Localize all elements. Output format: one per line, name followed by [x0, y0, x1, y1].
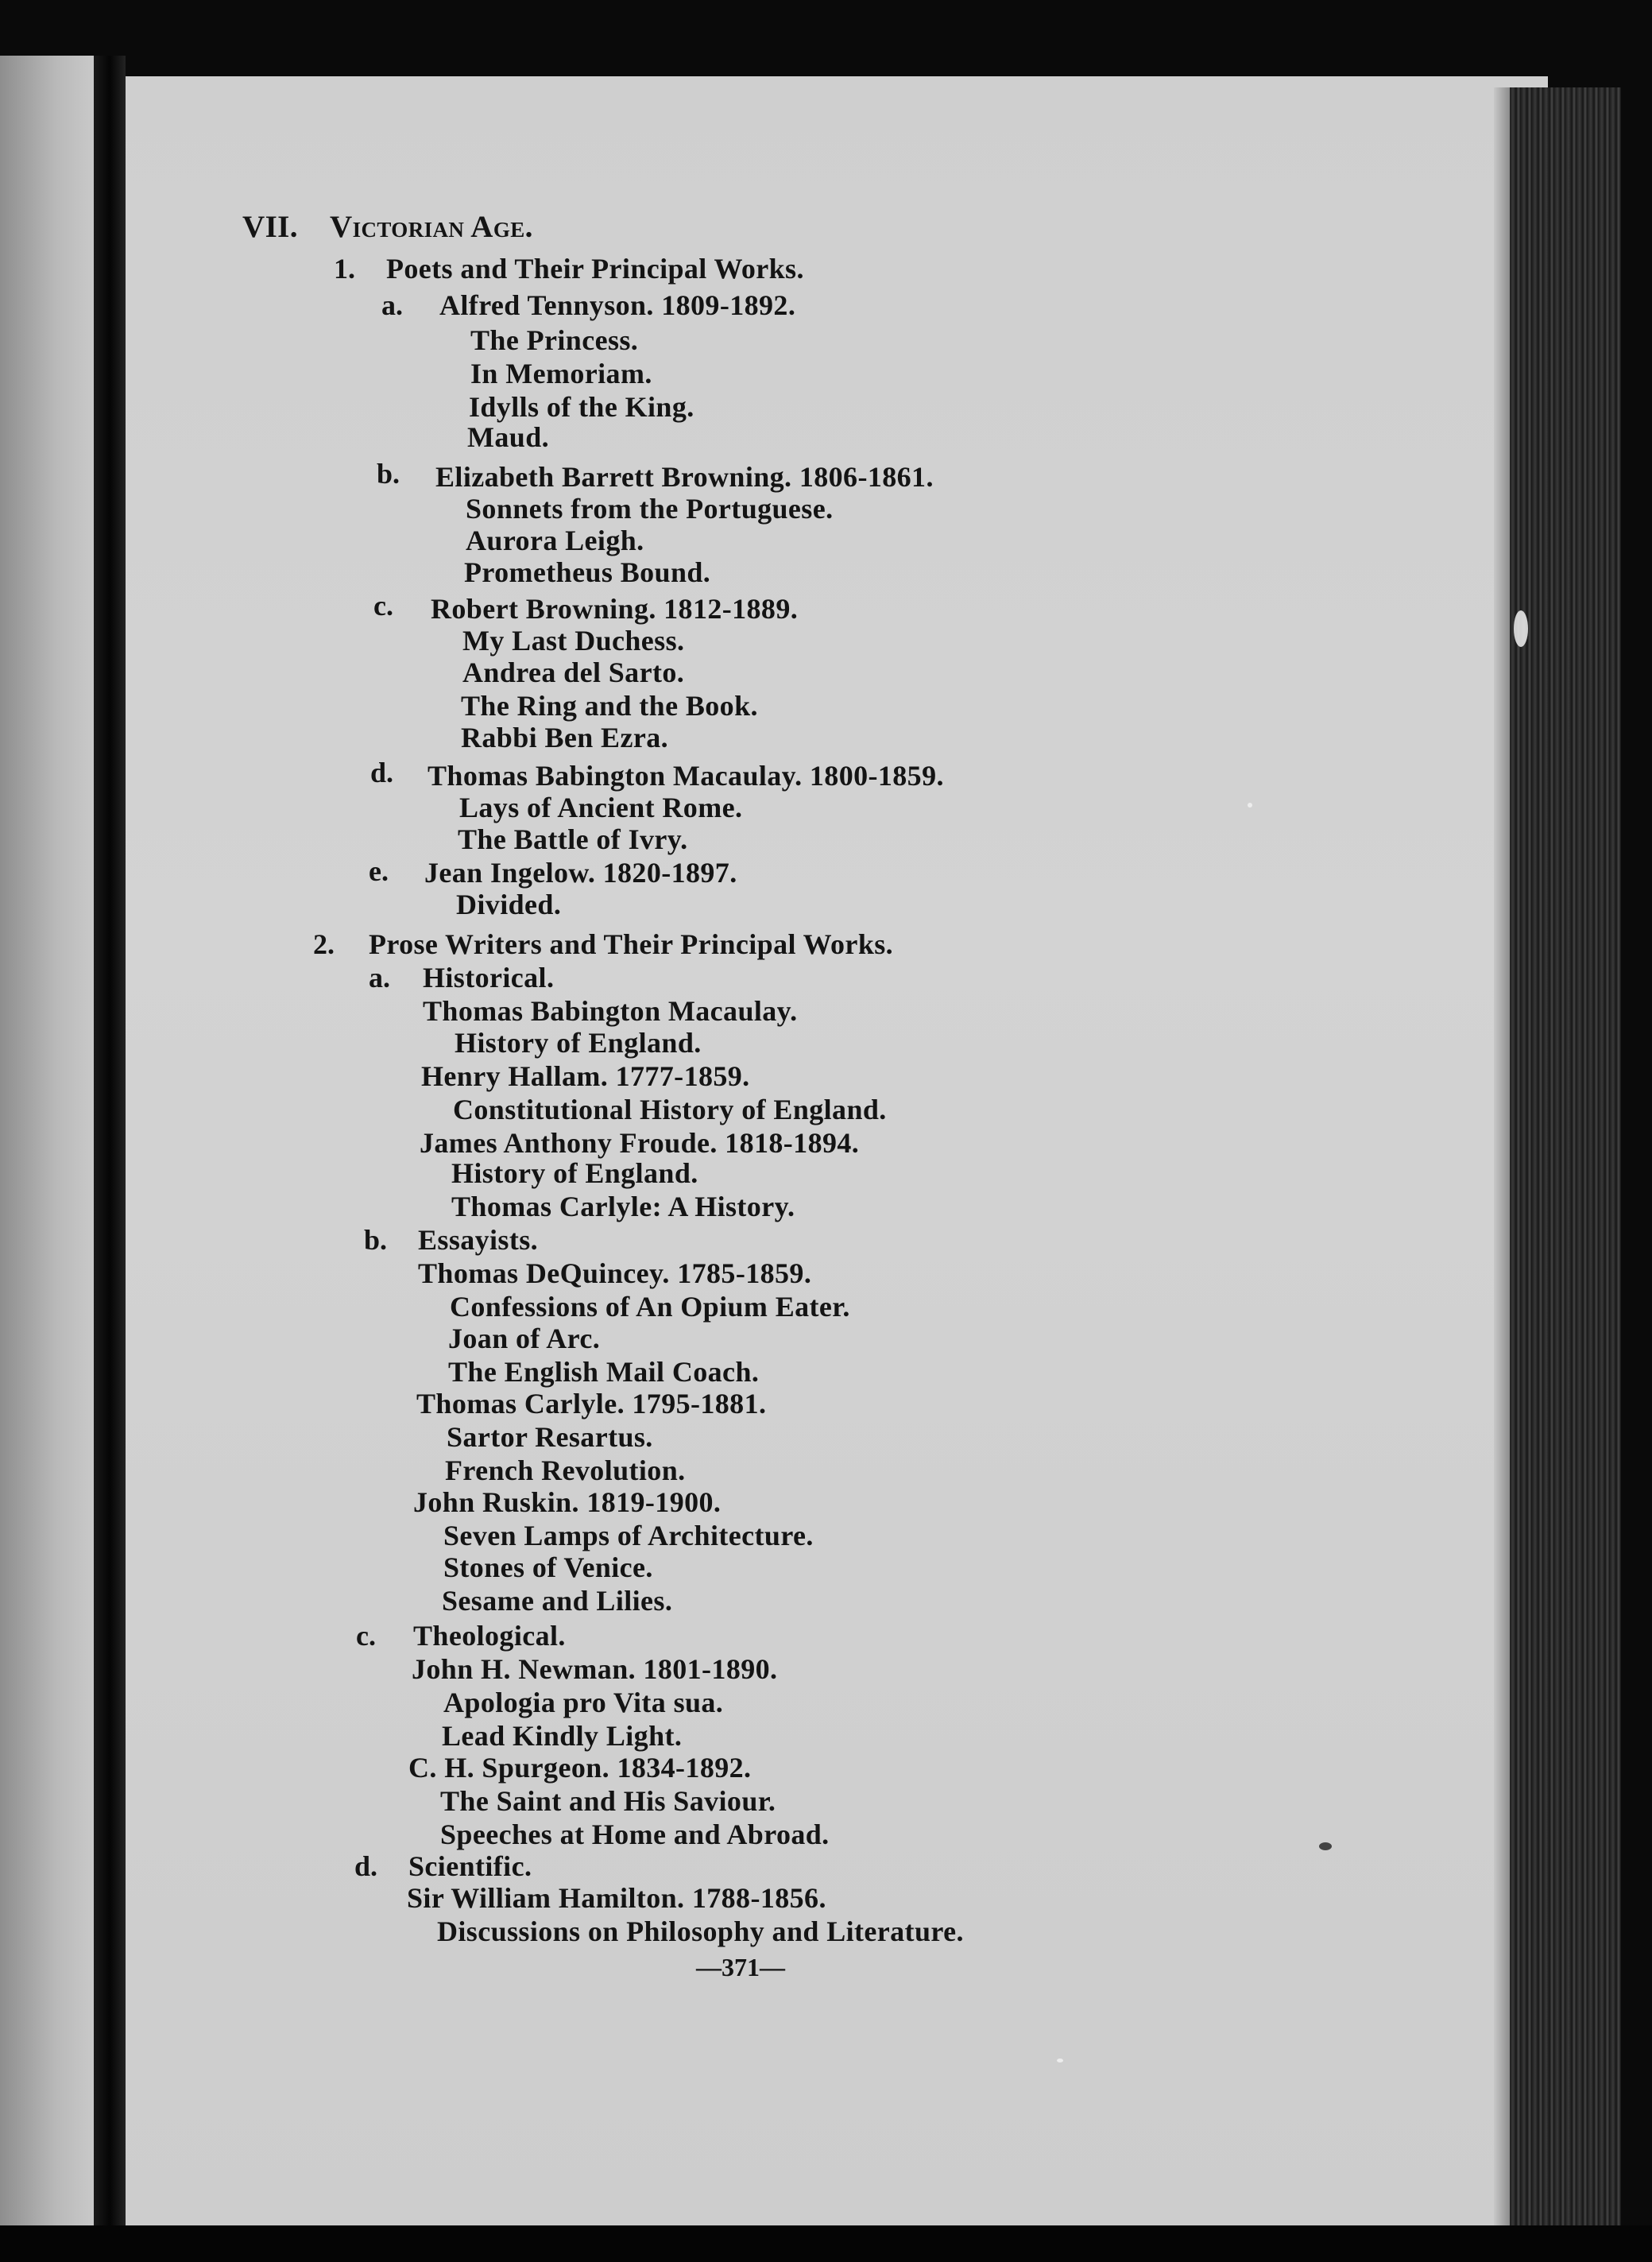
work-title: Divided.	[456, 889, 562, 920]
section-title: Victorian Age.	[330, 210, 533, 244]
entry-line: Seven Lamps of Architecture.	[443, 1520, 814, 1551]
list-marker: c.	[373, 590, 393, 622]
author-line: Robert Browning. 1812-1889.	[431, 593, 799, 625]
author-line: Alfred Tennyson. 1809-1892.	[439, 289, 796, 321]
list-marker: a.	[381, 289, 403, 321]
entry-line: Sesame and Lilies.	[442, 1585, 673, 1617]
work-title: Rabbi Ben Ezra.	[461, 722, 669, 753]
entry-line: Lead Kindly Light.	[442, 1720, 683, 1752]
work-title: Sonnets from the Portuguese.	[466, 493, 834, 525]
entry-line: Sartor Resartus.	[447, 1421, 653, 1453]
entry-line: Thomas DeQuincey. 1785-1859.	[418, 1257, 812, 1289]
work-title: In Memoriam.	[470, 358, 652, 389]
author-line: Thomas Babington Macaulay. 1800-1859.	[428, 760, 944, 792]
entry-line: John Ruskin. 1819-1900.	[413, 1486, 722, 1518]
work-title: My Last Duchess.	[462, 625, 685, 657]
entry-line: French Revolution.	[445, 1454, 686, 1486]
work-title: The Battle of Ivry.	[458, 823, 688, 855]
entry-line: John H. Newman. 1801-1890.	[412, 1653, 778, 1685]
list-marker: b.	[377, 458, 400, 490]
part-number: 2.	[313, 928, 335, 960]
entry-line: Constitutional History of England.	[453, 1094, 887, 1125]
group-label: Scientific.	[408, 1850, 532, 1882]
entry-line: Apologia pro Vita sua.	[443, 1687, 724, 1718]
entry-line: History of England.	[455, 1027, 702, 1059]
group-label: Theological.	[413, 1620, 566, 1652]
entry-line: Thomas Carlyle: A History.	[451, 1191, 795, 1222]
work-title: The Princess.	[470, 324, 639, 356]
entry-line: Thomas Babington Macaulay.	[423, 995, 798, 1027]
entry-line: Discussions on Philosophy and Literature.	[437, 1915, 964, 1947]
author-line: Elizabeth Barrett Browning. 1806-1861.	[435, 461, 934, 493]
entry-line: Sir William Hamilton. 1788-1856.	[407, 1882, 826, 1914]
work-title: The Ring and the Book.	[461, 690, 758, 722]
list-marker: d.	[354, 1850, 378, 1882]
entry-line: Confessions of An Opium Eater.	[450, 1291, 850, 1323]
work-title: Prometheus Bound.	[464, 556, 711, 588]
entry-line: James Anthony Froude. 1818-1894.	[420, 1127, 860, 1159]
part-title: Poets and Their Principal Works.	[386, 253, 804, 285]
list-marker: a.	[369, 962, 390, 993]
entry-line: Thomas Carlyle. 1795-1881.	[416, 1388, 767, 1420]
list-marker: e.	[369, 855, 389, 887]
list-marker: d.	[370, 757, 394, 788]
group-label: Historical.	[423, 962, 555, 993]
section-numeral: VII.	[242, 210, 298, 244]
list-marker: c.	[356, 1620, 376, 1652]
work-title: Andrea del Sarto.	[462, 657, 685, 688]
entry-line: The English Mail Coach.	[448, 1356, 760, 1388]
entry-line: History of England.	[451, 1157, 698, 1189]
author-line: Jean Ingelow. 1820-1897.	[424, 857, 737, 889]
part-number: 1.	[334, 253, 355, 285]
entry-line: Joan of Arc.	[448, 1323, 601, 1354]
work-title: Maud.	[467, 421, 550, 453]
entry-line: Henry Hallam. 1777-1859.	[421, 1060, 750, 1092]
work-title: Lays of Ancient Rome.	[459, 792, 743, 823]
entry-line: Stones of Venice.	[443, 1551, 653, 1583]
entry-line: Speeches at Home and Abroad.	[440, 1819, 830, 1850]
group-label: Essayists.	[418, 1224, 539, 1256]
list-marker: b.	[364, 1224, 388, 1256]
page-number: —371—	[696, 1953, 785, 1981]
work-title: Aurora Leigh.	[466, 525, 644, 556]
entry-line: The Saint and His Saviour.	[440, 1785, 776, 1817]
part-title: Prose Writers and Their Principal Works.	[369, 928, 894, 960]
work-title: Idylls of the King.	[469, 391, 694, 423]
entry-line: C. H. Spurgeon. 1834-1892.	[408, 1752, 752, 1784]
